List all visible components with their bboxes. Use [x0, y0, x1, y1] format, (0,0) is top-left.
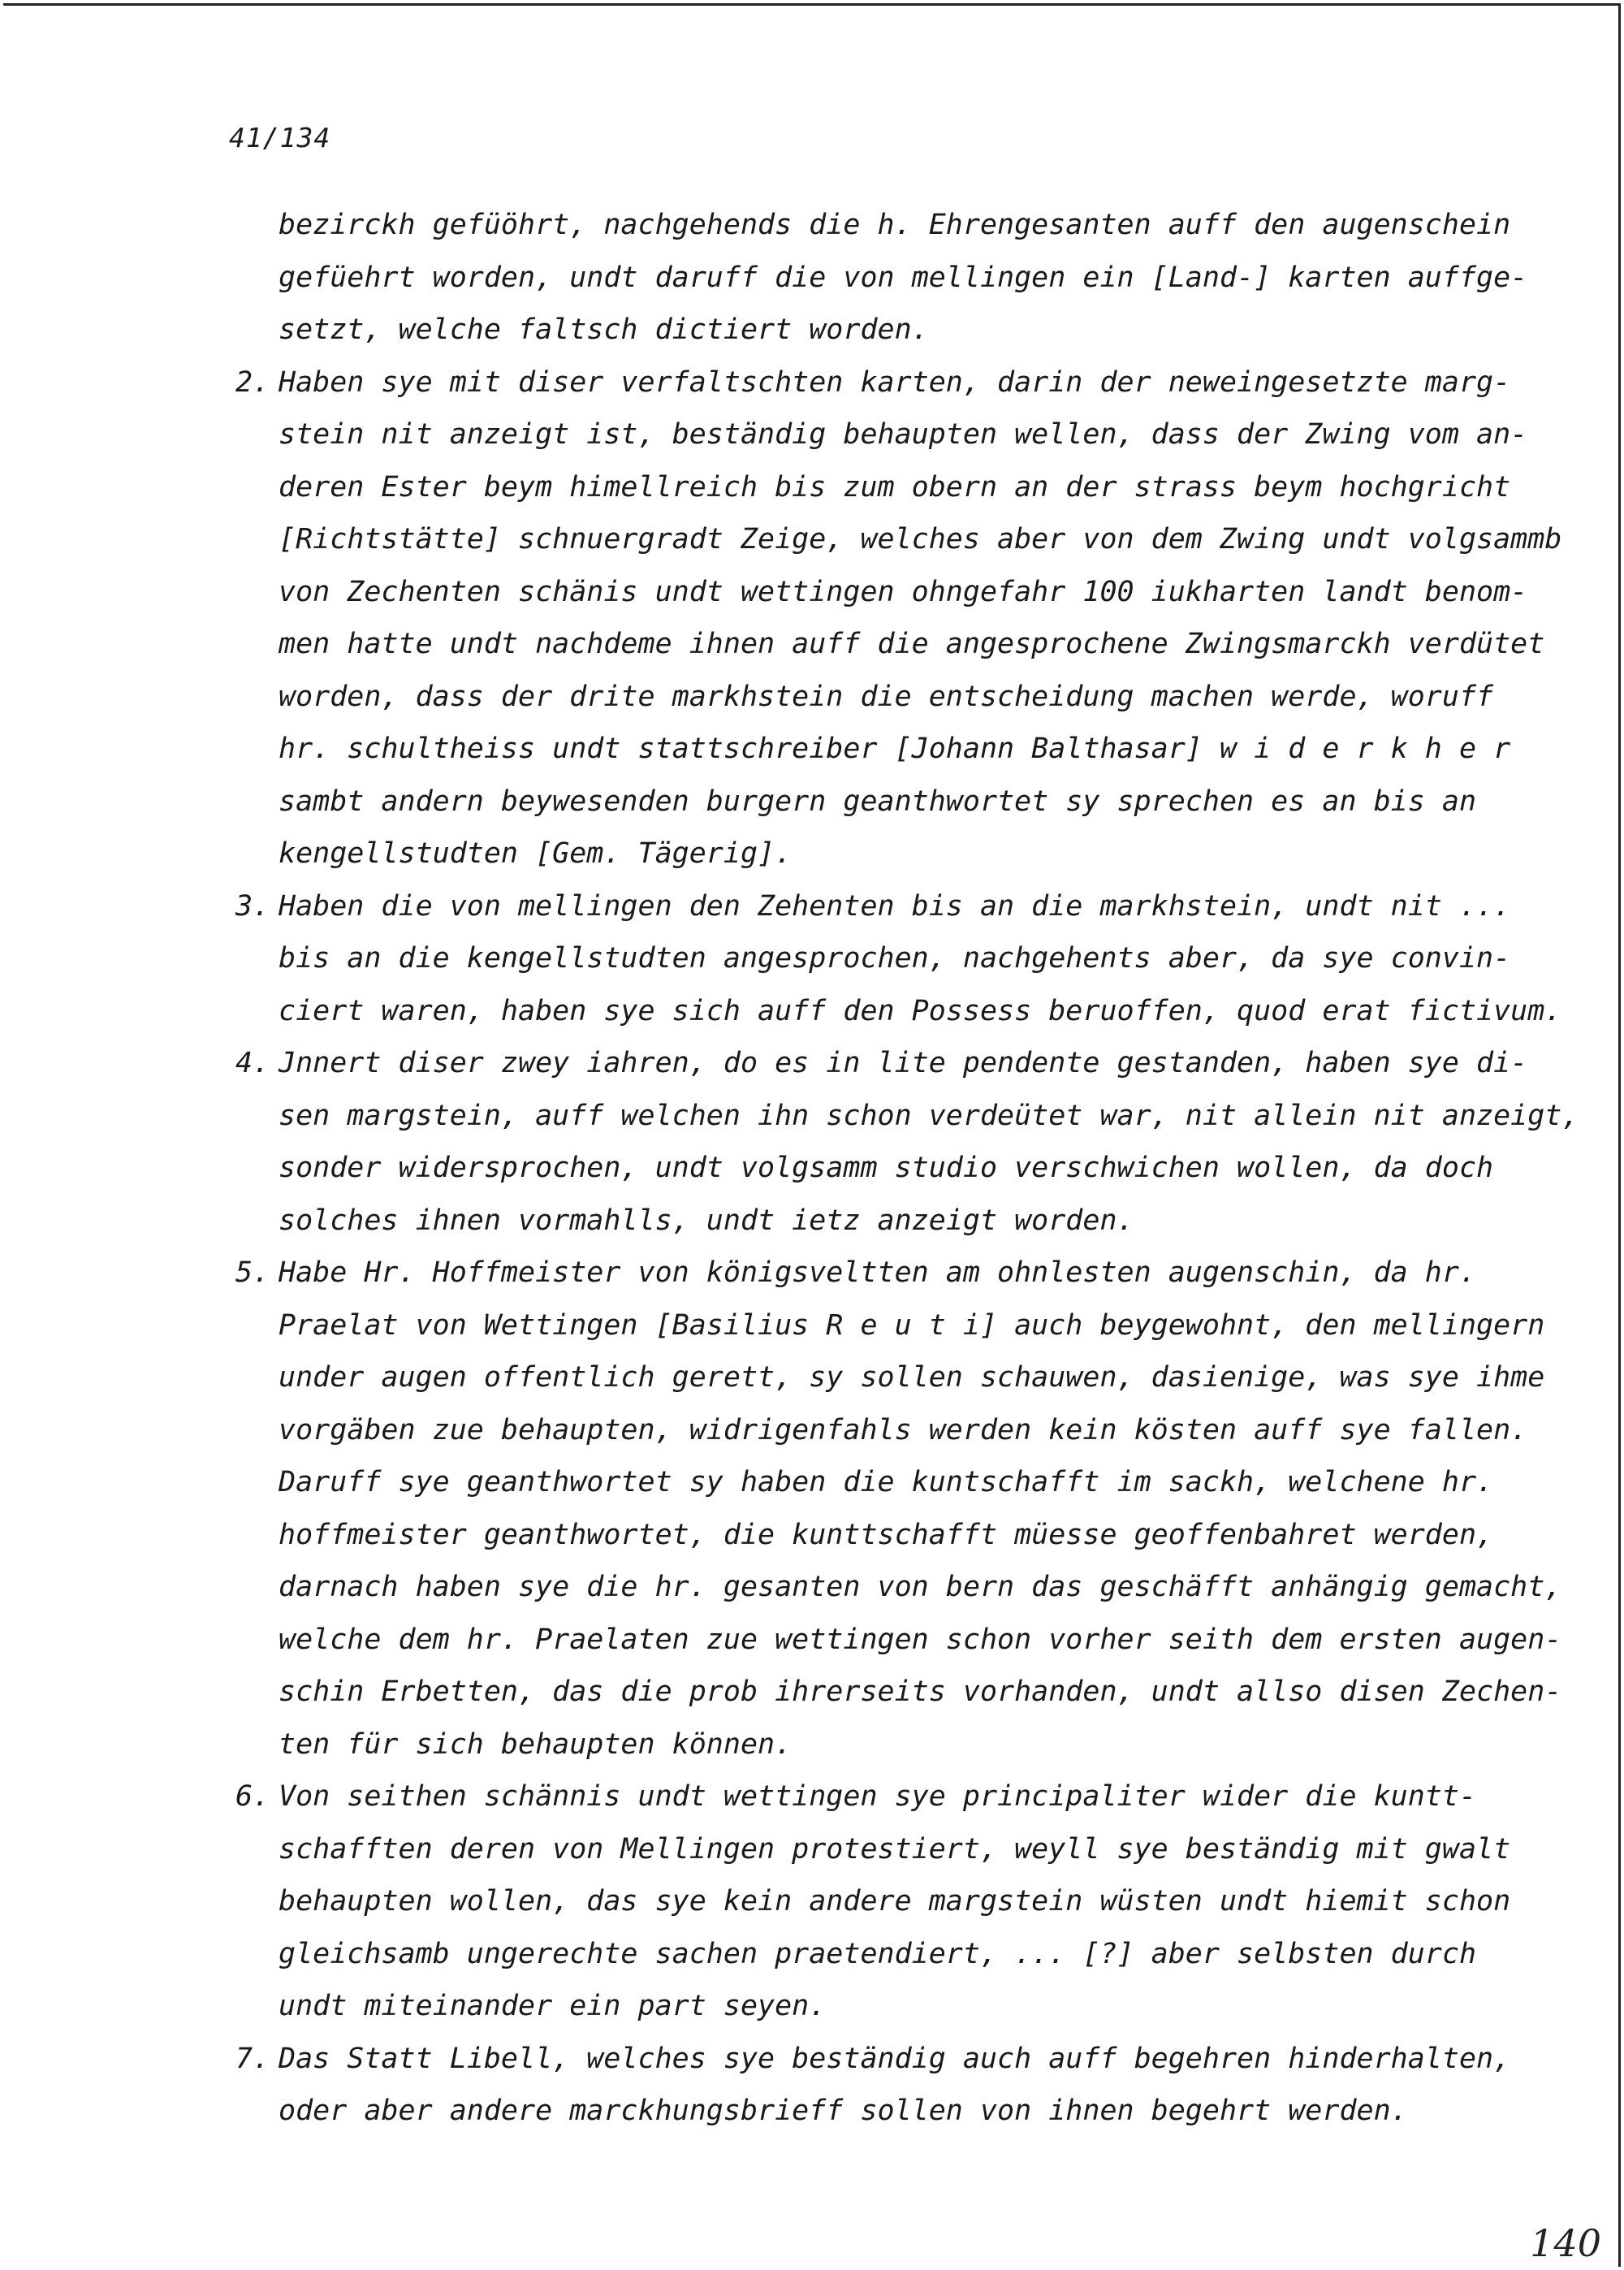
text-line: von Zechenten schänis undt wettingen ohngefahr 100 iukharten landt benom- — [279, 575, 1528, 608]
text-line: Praelat von Wettingen [Basilius R e u t i] auch beygewohnt, den mellingern — [279, 1308, 1545, 1342]
text-line: behaupten wollen, das sye kein andere margstein wüsten undt hiemit schon — [279, 1885, 1511, 1918]
text-line: sen margstein, auff welchen ihn schon verdeütet war, nit allein nit anzeigt, — [279, 1099, 1579, 1132]
text-line: darnach haben sye die hr. gesanten von bern das geschäfft anhängig gemacht, — [279, 1571, 1562, 1603]
document-body — [235, 199, 1579, 2138]
text-line: solches ihnen vormahlls, undt ietz anzeigt worden. — [279, 1204, 1134, 1237]
text-line: stein nit anzeigt ist, beständig behaupten wellen, dass der Zwing vom an- — [279, 418, 1528, 451]
item-number: 3. — [235, 889, 270, 923]
item-number: 5. — [235, 1256, 270, 1289]
text-line: sonder widersprochen, undt volgsamm studio verschwichen wollen, da doch — [279, 1152, 1494, 1184]
text-line: Von seithen schännis undt wettingen sye principaliter wider die kuntt- — [279, 1780, 1477, 1813]
text-line: worden, dass der drite markhstein die entscheidung machen werde, woruff — [279, 680, 1494, 713]
folio-mark: 140 — [1530, 2221, 1601, 2265]
text-line: Haben sye mit diser verfaltschten karten, darin der neweingesetzte marg- — [279, 365, 1511, 399]
text-line: schafften deren von Mellingen protestiert, weyll sye beständig mit gwalt — [279, 1832, 1511, 1866]
text-line: Daruff sye geanthwortet sy haben die kuntschafft im sackh, welchene hr. — [279, 1466, 1494, 1498]
text-line: schin Erbetten, das die prob ihrerseits vorhanden, undt allso disen Zechen- — [279, 1675, 1562, 1708]
text-line: oder aber andere marckhungsbrieff sollen von ihnen begehrt werden. — [279, 2095, 1408, 2127]
text-line: sambt andern beywesenden burgern geanthwortet sy sprechen es an bis an — [279, 785, 1477, 818]
text-line: vorgäben zue behaupten, widrigenfahls werden kein kösten auff sye fallen. — [279, 1413, 1528, 1446]
text-line: [Richtstätte] schnuergradt Zeige, welches aber von dem Zwing undt volgsammb — [279, 523, 1562, 556]
numbered-item-3 — [235, 880, 1562, 1038]
text-line: setzt, welche faltsch dictiert worden. — [279, 313, 929, 346]
text-line: gleichsamb ungerechte sachen praetendiert, ... [?] aber selbsten durch — [279, 1937, 1477, 1970]
text-line: ciert waren, haben sye sich auff den Possess beruoffen, quod erat fictivum. — [279, 994, 1562, 1027]
text-line: men hatte undt nachdeme ihnen auff die angesprochene Zwingsmarckh verdütet — [279, 628, 1545, 660]
text-line: Haben die von mellingen den Zehenten bis an die markhstein, undt nit ... — [279, 889, 1511, 923]
numbered-item-7 — [235, 2033, 1518, 2138]
text-line: Jnnert diser zwey iahren, do es in lite pendente gestanden, haben sye di- — [279, 1047, 1528, 1079]
item-number: 4. — [235, 1047, 270, 1079]
item-number: 6. — [235, 1780, 270, 1813]
numbered-item-4 — [235, 1037, 1579, 1247]
text-line: ten für sich behaupten können. — [279, 1727, 793, 1761]
text-line: gefüehrt worden, undt daruff die von mellingen ein [Land-] karten auffge- — [279, 261, 1528, 294]
text-line: welche dem hr. Praelaten zue wettingen schon vorher seith dem ersten augen- — [279, 1623, 1562, 1656]
text-line: bezirckh gefüöhrt, nachgehends die h. Ehrengesanten auff den augenschein — [279, 209, 1511, 241]
item-number: 7. — [235, 2042, 270, 2075]
text-line: Habe Hr. Hoffmeister von königsveltten am ohnlesten augenschin, da hr. — [279, 1256, 1477, 1289]
numbered-item-6 — [235, 1771, 1518, 2033]
text-line: hr. schultheiss undt stattschreiber [Johann Balthasar] w i d e r k h e r — [279, 733, 1511, 765]
numbered-item-5 — [235, 1247, 1562, 1771]
text-line: kengellstudten [Gem. Tägerig]. — [279, 837, 793, 870]
numbered-item-2 — [235, 357, 1562, 880]
text-line: hoffmeister geanthwortet, die kunttschafft müesse geoffenbahret werden, — [279, 1518, 1494, 1551]
text-line: Das Statt Libell, welches sye beständig auch auff begehren hinderhalten, — [279, 2042, 1511, 2075]
text-line: deren Ester beym himellreich bis zum obern an der strass beym hochgricht — [279, 470, 1511, 504]
text-line: under augen offentlich gerett, sy sollen schauwen, dasienige, was sye ihme — [279, 1361, 1545, 1394]
item-number: 2. — [235, 365, 270, 399]
intro-paragraph — [235, 199, 1528, 357]
page-number: 41/134 — [229, 122, 331, 153]
text-line: undt miteinander ein part seyen. — [279, 1990, 827, 2022]
text-line: bis an die kengellstudten angesprochen, nachgehents aber, da sye convin- — [279, 942, 1511, 975]
